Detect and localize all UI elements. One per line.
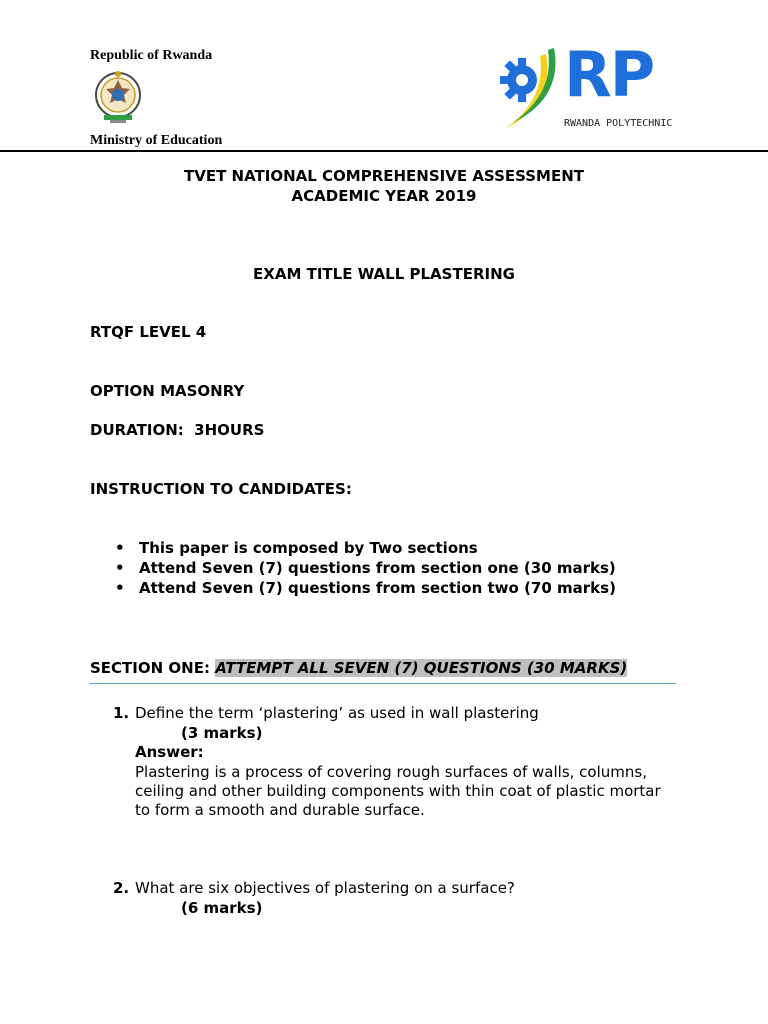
question-marks: (6 marks) — [181, 899, 263, 917]
exam-title: EXAM TITLE WALL PLASTERING — [253, 265, 515, 283]
section-label: SECTION ONE: — [90, 659, 210, 677]
ministry-name: Ministry of Education — [90, 133, 223, 148]
section-divider — [90, 683, 676, 684]
question-marks: (3 marks) — [181, 724, 263, 742]
instructions-heading: INSTRUCTION TO CANDIDATES: — [90, 480, 352, 498]
duration: DURATION: 3HOURS — [90, 421, 265, 439]
bullet-icon: • — [115, 539, 125, 557]
academic-year: ACADEMIC YEAR 2019 — [291, 187, 477, 205]
answer-label: Answer: — [135, 743, 204, 761]
header-divider — [0, 150, 768, 152]
gear-icon — [500, 42, 560, 134]
section-heading — [90, 659, 627, 677]
instructions-list — [115, 538, 616, 598]
answer-text: Plastering is a process of covering rough surfaces of walls, columns, ceiling and other building components with thin coat of plastic mortar to form a smooth and durable surface. — [135, 763, 661, 819]
logo-text: RWANDA POLYTECHNIC — [564, 118, 673, 129]
question-number: 1. — [113, 704, 130, 722]
question-text: What are six objectives of plastering on a surface? — [135, 879, 515, 897]
rtqf-level: RTQF LEVEL 4 — [90, 323, 207, 341]
option: OPTION MASONRY — [90, 382, 245, 400]
list-item: • Attend Seven (7) questions from section two (70 marks) — [115, 579, 616, 597]
section-instruction-highlight: ATTEMPT ALL SEVEN (7) QUESTIONS (30 MARKS) — [215, 659, 628, 677]
question-text: Define the term ‘plastering’ as used in wall plastering — [135, 704, 539, 722]
country-name: Republic of Rwanda — [90, 48, 213, 63]
list-item: • Attend Seven (7) questions from section one (30 marks) — [115, 559, 616, 577]
assessment-title: TVET NATIONAL COMPREHENSIVE ASSESSMENT — [183, 167, 585, 185]
list-item: • This paper is composed by Two sections — [115, 539, 478, 557]
rwanda-coat-of-arms-icon — [92, 68, 144, 124]
bullet-icon: • — [115, 579, 125, 597]
logo-letters: RP — [564, 38, 654, 111]
bullet-icon: • — [115, 559, 125, 577]
rwanda-polytechnic-logo — [500, 38, 680, 134]
question-number: 2. — [113, 879, 130, 897]
